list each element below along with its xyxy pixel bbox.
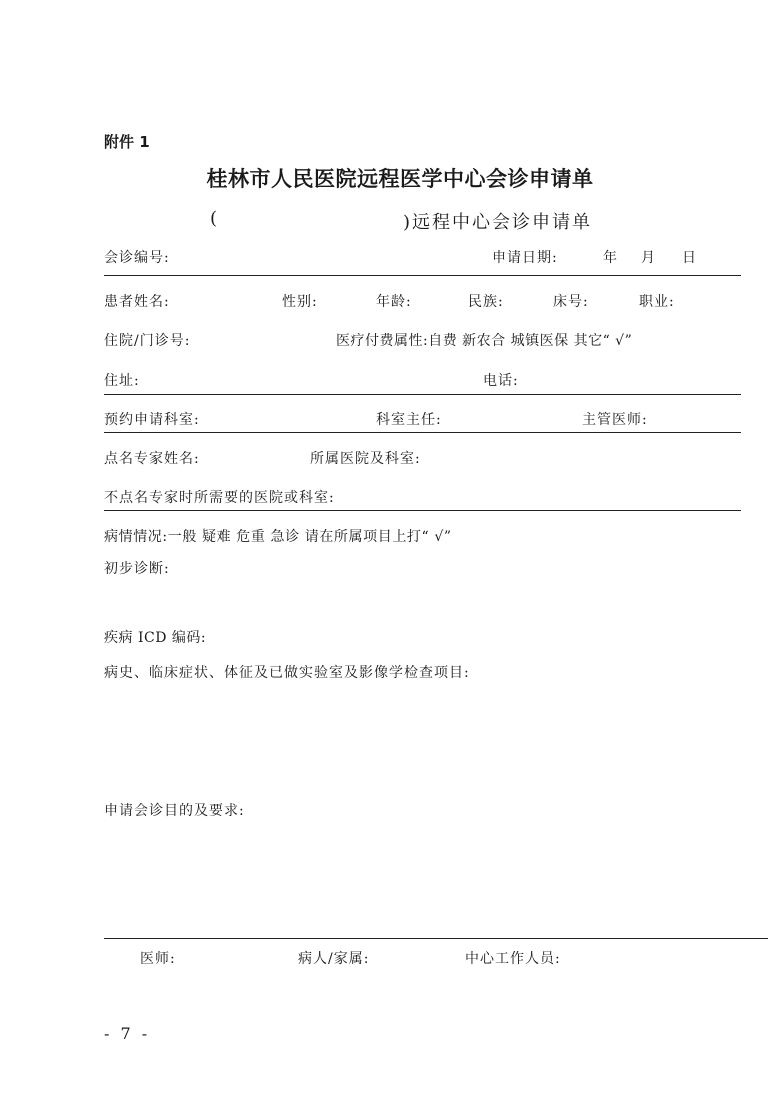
bed-number-label: 床号:: [553, 294, 589, 310]
attending-doctor-label: 主管医师:: [582, 412, 648, 428]
apply-date-label: 申请日期:: [492, 250, 558, 266]
divider-signatures: [104, 938, 768, 939]
consult-number-label: 会诊编号:: [104, 250, 170, 266]
ethnicity-label: 民族:: [468, 294, 504, 310]
expert-hospital-label: 所属医院及科室:: [310, 451, 421, 467]
condition-severity-label: 病情情况:一般 疑难 危重 急诊 请在所属项目上打“ √”: [104, 529, 452, 545]
unnamed-expert-label: 不点名专家时所需要的医院或科室:: [104, 490, 335, 506]
consult-purpose-label: 申请会诊目的及要求:: [104, 803, 245, 819]
divider-4: [104, 510, 741, 511]
patient-family-signature-label: 病人/家属:: [298, 951, 370, 967]
year-label: 年: [603, 250, 618, 266]
phone-label: 电话:: [483, 373, 519, 389]
gender-label: 性别:: [282, 294, 318, 310]
divider-2: [104, 394, 741, 395]
subtitle-text: )远程中心会诊申请单: [403, 212, 593, 233]
divider-3: [104, 432, 741, 433]
payment-type-label: 医疗付费属性:自费 新农合 城镇医保 其它“ √”: [336, 333, 633, 349]
department-director-label: 科室主任:: [376, 412, 442, 428]
history-label: 病史、临床症状、体征及已做实验室及影像学检查项目:: [104, 665, 470, 681]
applying-department-label: 预约申请科室:: [104, 412, 200, 428]
day-label: 日: [682, 250, 697, 266]
hospital-number-label: 住院/门诊号:: [104, 333, 191, 349]
age-label: 年龄:: [376, 294, 412, 310]
attachment-label: 附件 1: [104, 133, 150, 151]
doctor-signature-label: 医师:: [140, 951, 176, 967]
icd-code-label: 疾病 ICD 编码:: [104, 630, 207, 646]
page-number: - 7 -: [104, 1024, 151, 1043]
subtitle-open-paren: (: [210, 208, 220, 229]
named-expert-label: 点名专家姓名:: [104, 451, 200, 467]
occupation-label: 职业:: [639, 294, 675, 310]
month-label: 月: [641, 250, 656, 266]
address-label: 住址:: [104, 373, 140, 389]
divider-1: [104, 275, 741, 276]
patient-name-label: 患者姓名:: [104, 294, 170, 310]
preliminary-diagnosis-label: 初步诊断:: [104, 561, 170, 577]
center-staff-signature-label: 中心工作人员:: [465, 951, 561, 967]
form-title: 桂林市人民医院远程医学中心会诊申请单: [206, 166, 594, 191]
